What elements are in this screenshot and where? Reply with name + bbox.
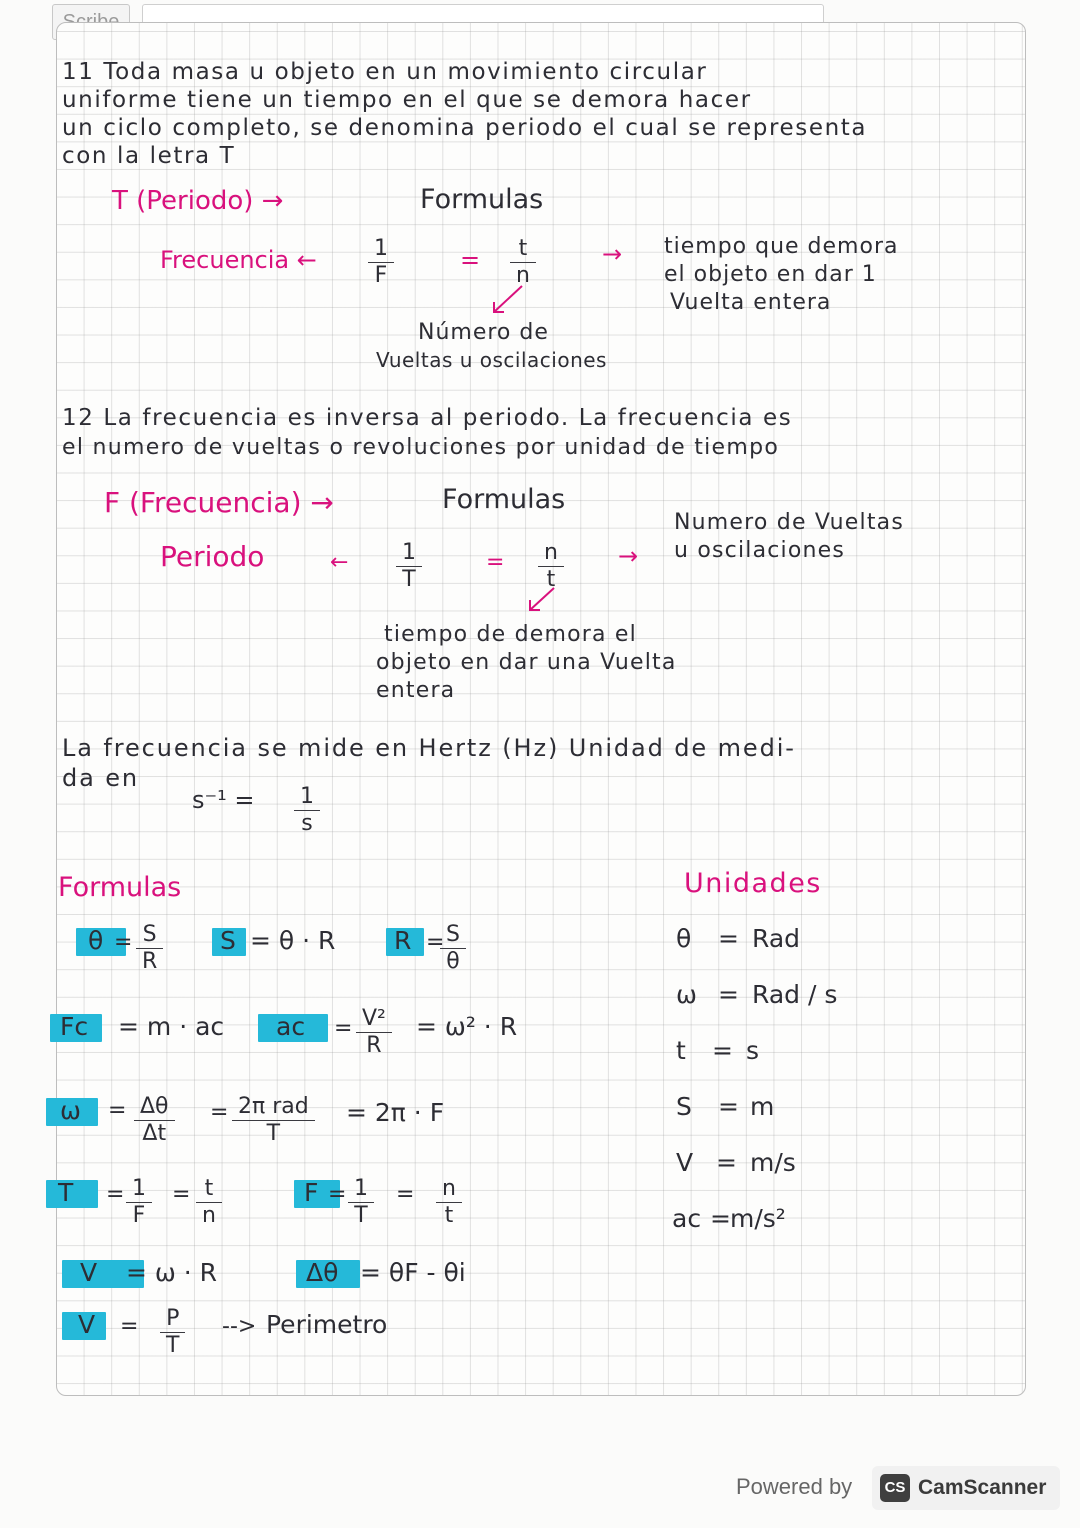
numerator: n — [436, 1176, 462, 1203]
denominator: T — [166, 1333, 180, 1358]
numero-vueltas-line-1: Numero de Vueltas — [674, 510, 904, 535]
fraction-1-over-s — [294, 784, 320, 837]
v-label: V — [80, 1258, 98, 1287]
omega-equals-2: = — [210, 1100, 229, 1125]
t-label: T — [58, 1178, 74, 1207]
camscanner-logo-icon: CS — [880, 1474, 910, 1502]
unit-sym-ac: ac — [672, 1204, 702, 1233]
denominator: n — [202, 1203, 216, 1228]
ac-equals: = — [334, 1016, 353, 1041]
p11-line-1: 11 Toda masa u objeto en un movimiento circular — [62, 59, 708, 85]
unit-sym-s: S — [676, 1092, 692, 1121]
denominator: n — [516, 263, 530, 288]
unit-val-t: s — [746, 1036, 760, 1065]
r-label: R — [394, 926, 412, 955]
v-label-2: V — [78, 1310, 96, 1339]
p11-line-4: con la letra T — [62, 143, 236, 169]
dtheta-label: Δθ — [306, 1258, 339, 1287]
perimetro-label: Perimetro — [266, 1310, 388, 1339]
numerator: t — [510, 236, 536, 263]
unit-sym-t: t — [676, 1036, 686, 1065]
p-arrow: --> — [222, 1314, 257, 1339]
ac-label: ac — [276, 1012, 306, 1041]
unit-sym-v: V — [676, 1148, 694, 1177]
denominator: T — [354, 1203, 368, 1228]
fraction-s-over-r — [136, 922, 163, 975]
v-rhs: = ω · R — [126, 1258, 218, 1287]
periodo-label: Periodo — [160, 540, 265, 573]
fraction-t-over-n-2 — [196, 1176, 222, 1229]
tiempo-note-line-1: tiempo que demora — [664, 234, 899, 259]
frecuencia-heading: F (Frecuencia) → — [104, 486, 334, 519]
fraction-1-over-t-2 — [348, 1176, 374, 1229]
unit-val-ac: m/s² — [730, 1204, 786, 1233]
denominator: Δt — [142, 1121, 167, 1146]
camscanner-brand: CamScanner — [918, 1476, 1047, 1499]
f-equals: = — [328, 1182, 347, 1207]
fraction-2pi-over-t — [232, 1094, 315, 1147]
fc-rhs: = m · ac — [118, 1012, 225, 1041]
unit-sym-omega: ω — [676, 980, 697, 1009]
periodo-formula-label: Formulas — [420, 184, 544, 215]
hertz-line-1: La frecuencia se mide en Hertz (Hz) Unidad de medi- — [62, 734, 796, 762]
unit-val-s: m — [750, 1092, 775, 1121]
ac-tail: = ω² · R — [416, 1012, 518, 1041]
p12-line-2: el numero de vueltas o revoluciones por unidad de tiempo — [62, 435, 780, 460]
numerator: S — [136, 922, 163, 949]
numerator: 1 — [294, 784, 320, 811]
tiempo-entera-line-3: entera — [376, 678, 456, 703]
t-equals-2: = — [172, 1182, 191, 1207]
p11-line-3: un ciclo completo, se denomina periodo el cual se representa — [62, 115, 868, 141]
left-arrow: ← — [330, 550, 349, 575]
tiempo-entera-line-2: objeto en dar una Vuelta — [376, 650, 677, 675]
equals-sign-2: = — [486, 550, 505, 575]
equals-sign: = — [460, 246, 481, 274]
omega-tail: = 2π · F — [346, 1098, 445, 1127]
s-label: S — [220, 926, 236, 955]
denominator: θ — [446, 949, 460, 974]
denominator: F — [374, 263, 388, 288]
unit-eq-v: = — [716, 1148, 737, 1177]
denominator: R — [142, 949, 158, 974]
numero-note-line-1: Número de — [418, 320, 549, 345]
frecuencia-label: Frecuencia ← — [160, 246, 317, 274]
unit-sym-theta: θ — [676, 924, 692, 953]
powered-by-label: Powered by — [736, 1474, 853, 1499]
tiempo-note-line-3: Vuelta entera — [670, 290, 832, 315]
unit-eq-t: = — [712, 1036, 733, 1065]
unit-val-theta: Rad — [752, 924, 801, 953]
p11-line-2: uniforme tiene un tiempo en el que se demora hacer — [62, 87, 752, 113]
fraction-v2-over-r — [356, 1006, 392, 1059]
numerator: 1 — [348, 1176, 374, 1203]
unit-eq-omega: = — [718, 980, 739, 1009]
theta-equals: = — [114, 930, 133, 955]
hertz-line-2: da en — [62, 764, 140, 792]
fc-label: Fc — [60, 1012, 89, 1041]
denominator: t — [444, 1203, 454, 1228]
denominator: t — [546, 567, 556, 592]
denominator: s — [301, 811, 313, 836]
denominator: F — [132, 1203, 146, 1228]
theta-label: θ — [88, 926, 104, 955]
arrow-right: → — [602, 240, 623, 268]
numerator: P — [160, 1306, 185, 1333]
denominator: R — [366, 1033, 382, 1058]
frecuencia-formula-label: Formulas — [442, 484, 566, 515]
denominator: T — [402, 567, 416, 592]
fraction-s-over-theta — [440, 922, 466, 975]
formulas-heading: Formulas — [58, 872, 182, 903]
fraction-n-over-t-2 — [436, 1176, 462, 1229]
fraction-1-over-f — [368, 236, 394, 289]
numero-vueltas-line-2: u oscilaciones — [674, 538, 846, 563]
numerator: 1 — [126, 1176, 152, 1203]
numerator: t — [196, 1176, 222, 1203]
r-equals: = — [426, 930, 445, 955]
fraction-dtheta-over-dt — [134, 1094, 175, 1147]
v-equals: = — [120, 1314, 139, 1339]
s-inverse: s⁻¹ = — [192, 786, 255, 814]
unit-eq-ac: = — [710, 1204, 731, 1233]
fraction-p-over-t — [160, 1306, 185, 1359]
tiempo-entera-line-1: tiempo de demora el — [384, 622, 637, 647]
denominator: T — [266, 1121, 281, 1146]
p12-line-1: 12 La frecuencia es inversa al periodo. La frecuencia es — [62, 405, 793, 431]
numerator: 1 — [368, 236, 394, 263]
unit-eq-theta: = — [718, 924, 739, 953]
fraction-1-over-f-2 — [126, 1176, 152, 1229]
omega-equals: = — [108, 1098, 127, 1123]
dtheta-rhs: = θF - θi — [360, 1258, 466, 1287]
numerator: Δθ — [134, 1094, 175, 1121]
f-label: F — [304, 1178, 319, 1207]
numerator: n — [538, 540, 564, 567]
arrow-to-tiempo-icon — [524, 584, 560, 614]
f-equals-2: = — [396, 1182, 415, 1207]
numerator: S — [440, 922, 466, 949]
unidades-heading: Unidades — [684, 868, 822, 899]
fraction-1-over-t — [396, 540, 422, 593]
numerator: 2π rad — [232, 1094, 315, 1121]
arrow-right-2: → — [618, 542, 639, 570]
s-rhs: = θ · R — [250, 926, 336, 955]
unit-val-omega: Rad / s — [752, 980, 838, 1009]
unit-val-v: m/s — [750, 1148, 796, 1177]
t-equals: = — [106, 1182, 125, 1207]
numerator: 1 — [396, 540, 422, 567]
arrow-to-numero-icon — [488, 282, 528, 316]
unit-eq-s: = — [718, 1092, 739, 1121]
periodo-heading: T (Periodo) → — [112, 186, 284, 216]
omega-label: ω — [60, 1096, 81, 1125]
tiempo-note-line-2: el objeto en dar 1 — [664, 262, 877, 287]
numero-note-line-2: Vueltas u oscilaciones — [376, 348, 607, 372]
numerator: V² — [356, 1006, 392, 1033]
